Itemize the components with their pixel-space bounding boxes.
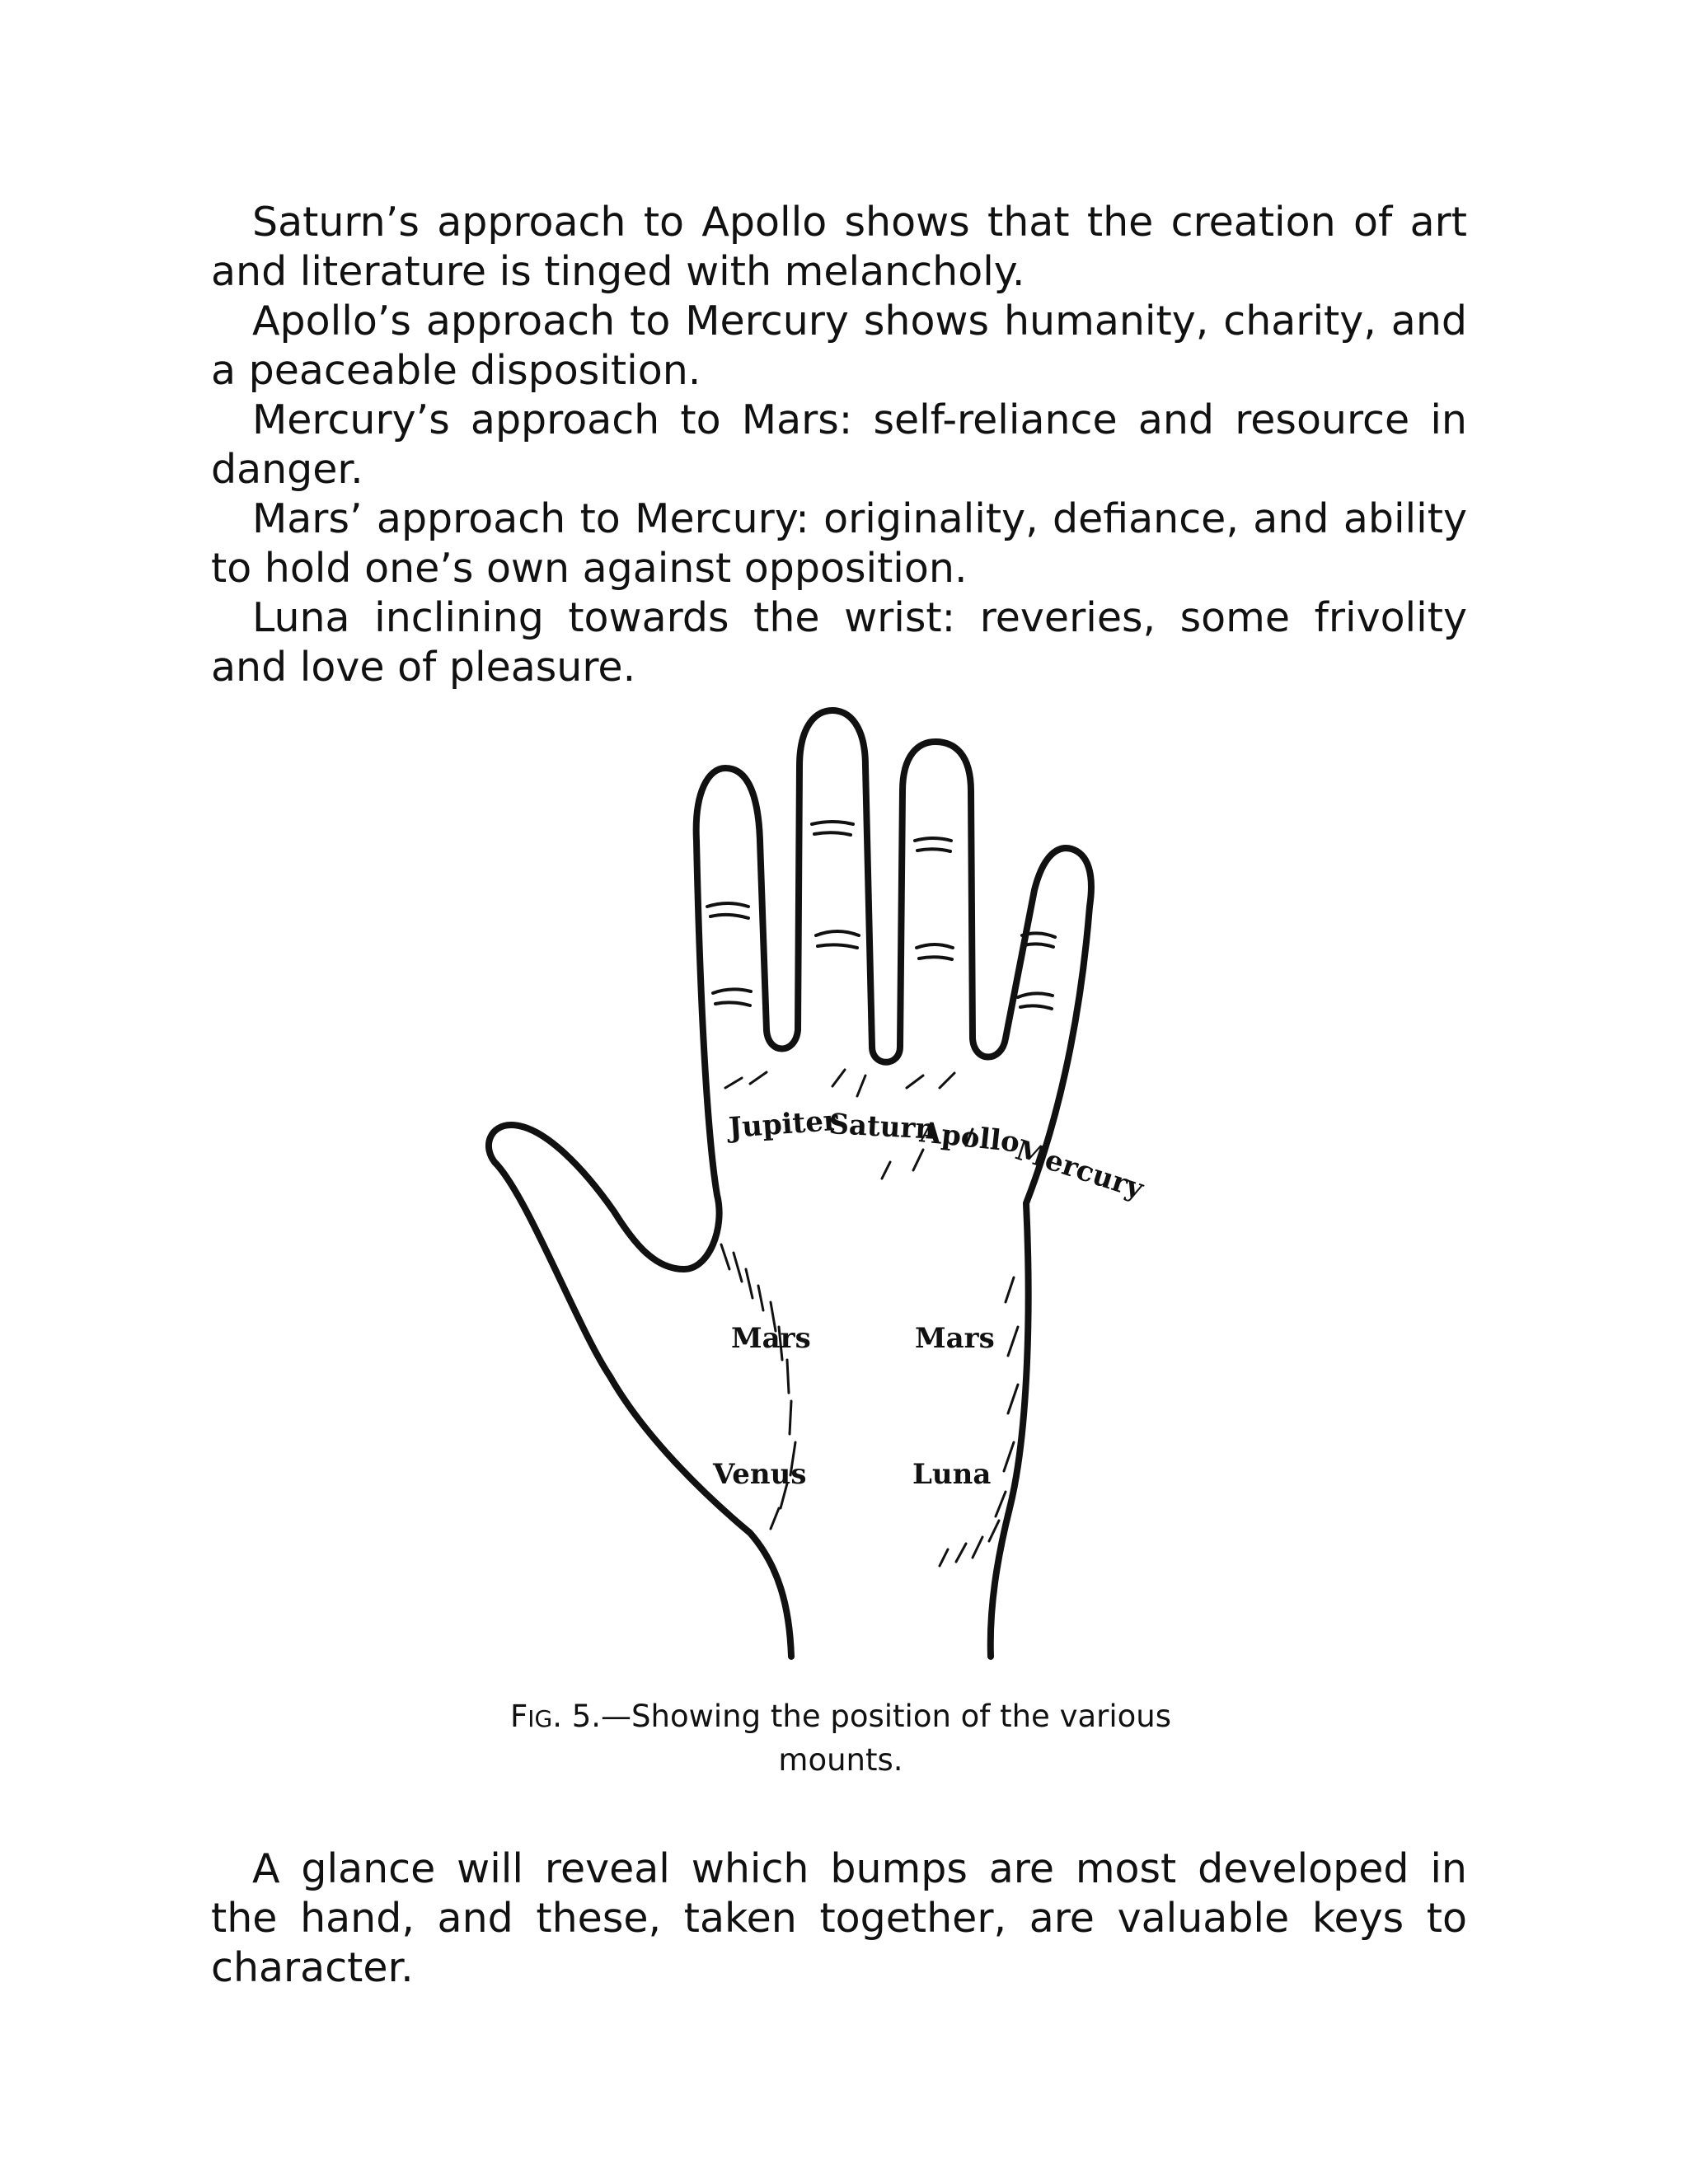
figure-caption [462, 1696, 1220, 1781]
hand-outline [489, 710, 1091, 1657]
label-luna: Luna [912, 1458, 992, 1491]
bottom-text-block [211, 1844, 1467, 1993]
hand-illustration [478, 701, 1220, 1673]
hand-figure [478, 701, 1220, 1673]
caption-fig-initial: F [509, 1699, 528, 1734]
paragraph-saturn-apollo: Saturn’s approach to Apollo shows that the creation of art and literature is tinged with melancholy. [211, 199, 1467, 295]
label-saturn: Saturn [828, 1108, 937, 1146]
paragraph-mars-mercury: Mars’ approach to Mercury: originality, defiance, and ability to hold one’s own against opposition. [211, 495, 1467, 592]
label-apollo: Apollo [918, 1116, 1021, 1160]
paragraph-apollo-mercury: Apollo’s approach to Mercury shows humanity, charity, and a peaceable disposition. [211, 298, 1467, 394]
label-jupiter: Jupiter [727, 1104, 840, 1145]
caption-fig-rest: IG [528, 1705, 553, 1732]
label-mars-left: Mars [731, 1322, 811, 1355]
top-text-block [211, 198, 1467, 692]
paragraph-mercury-mars: Mercury’s approach to Mars: self-reliance and resource in danger. [211, 396, 1467, 493]
caption-text: . 5.—Showing the position of the various mounts. [552, 1699, 1172, 1778]
label-mars-right: Mars [915, 1322, 995, 1355]
label-mercury: Mercury [1011, 1133, 1148, 1207]
label-venus: Venus [713, 1458, 807, 1491]
paragraph-luna: Luna inclining towards the wrist: reveries, some frivolity and love of pleasure. [211, 594, 1467, 691]
paragraph-glance: A glance will reveal which bumps are most developed in the hand, and these, taken together, are valuable keys to character. [211, 1845, 1467, 1991]
